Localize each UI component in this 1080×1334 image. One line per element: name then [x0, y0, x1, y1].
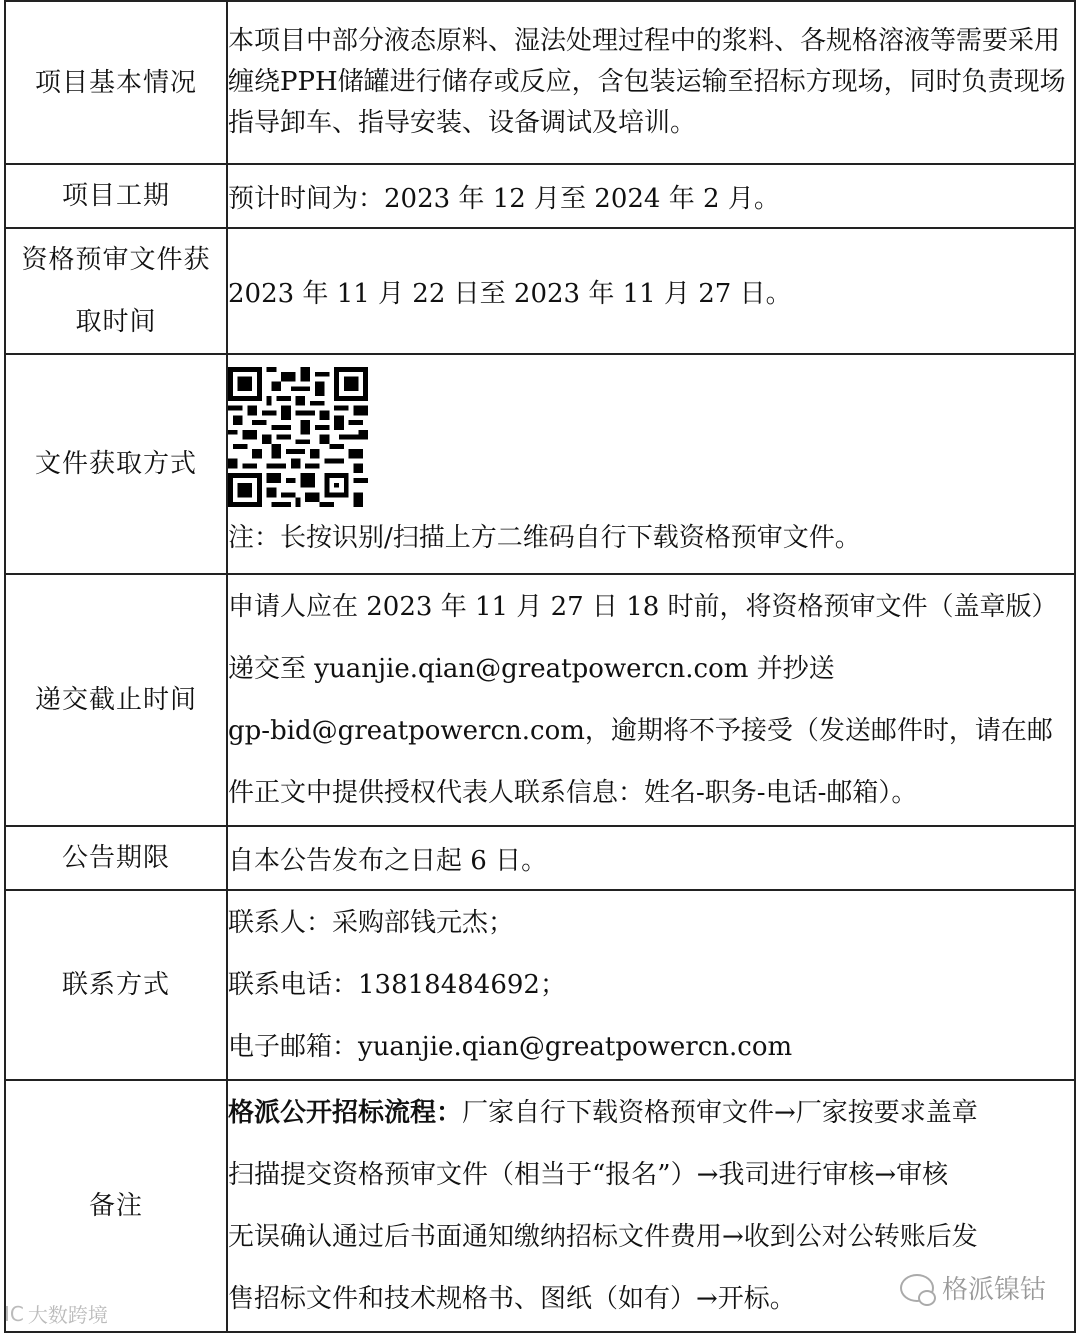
watermark-right [900, 1269, 1046, 1306]
contact-phone: 联系电话：13818484692； [228, 970, 566, 1000]
content-obtain-time: 2023 年 11 月 22 日至 2023 年 11 月 27 日。 [227, 228, 1075, 354]
label-notice-period: 公告期限 [5, 826, 227, 890]
content-notice-period: 自本公告发布之日起 6 日。 [227, 826, 1075, 890]
row-obtain-time [5, 228, 1075, 354]
deadline-line-1: 申请人应在 2023 年 11 月 27 日 18 时前，将资格预审文件（盖章版） [228, 592, 1058, 622]
label-deadline: 递交截止时间 [5, 574, 227, 826]
row-period [5, 164, 1075, 228]
label-obtain-time-line2: 取时间 [75, 307, 157, 337]
contact-email[interactable]: 电子邮箱：yuanjie.qian@greatpowercn.com [228, 1032, 793, 1062]
label-obtain-time [5, 228, 227, 354]
content-contact [227, 890, 1075, 1080]
row-notice-period [5, 826, 1075, 890]
watermark-left [4, 1299, 108, 1328]
remarks-line-2: 扫描提交资格预审文件（相当于“报名”）→我司进行审核→审核 [228, 1160, 949, 1190]
remarks-line-1-text: 厂家自行下载资格预审文件→厂家按要求盖章 [462, 1098, 978, 1128]
deadline-line-3: gp-bid@greatpowercn.com，逾期将不予接受（发送邮件时，请在邮 [228, 716, 1053, 746]
content-basic: 本项目中部分液态原料、湿法处理过程中的浆料、各规格溶液等需要采用缠绕PPH储罐进行储存或反应，含包装运输至招标方现场，同时负责现场指导卸车、指导安装、设备调试及培训。 [227, 1, 1075, 164]
wechat-icon [900, 1274, 934, 1302]
deadline-line-2: 递交至 yuanjie.qian@greatpowercn.com 并抄送 [228, 654, 835, 684]
label-remarks: 备注 [5, 1080, 227, 1332]
contact-person: 联系人：采购部钱元杰； [228, 908, 515, 938]
remarks-line-3: 无误确认通过后书面通知缴纳招标文件费用→收到公对公转账后发 [228, 1222, 978, 1252]
qr-code-icon[interactable] [228, 367, 368, 507]
label-basic: 项目基本情况 [5, 1, 227, 164]
notice-table [4, 0, 1076, 1333]
remarks-line-1 [228, 1082, 1074, 1144]
watermark-right-text: 格派镍钴 [941, 1275, 1046, 1305]
label-obtain-time-line1: 资格预审文件获 [21, 245, 211, 275]
label-contact: 联系方式 [5, 890, 227, 1080]
content-deadline [227, 574, 1075, 826]
content-obtain-method [227, 354, 1075, 574]
remarks-bold-lead: 格派公开招标流程： [228, 1098, 463, 1128]
row-obtain-method [5, 354, 1075, 574]
label-obtain-method: 文件获取方式 [5, 354, 227, 574]
row-contact [5, 890, 1075, 1080]
watermark-left-text: 大数跨境 [27, 1303, 108, 1327]
content-period: 预计时间为：2023 年 12 月至 2024 年 2 月。 [227, 164, 1075, 228]
deadline-line-4: 件正文中提供授权代表人联系信息：姓名-职务-电话-邮箱）。 [228, 778, 918, 808]
watermark-left-logo-icon: IC [4, 1301, 24, 1326]
label-period: 项目工期 [5, 164, 227, 228]
qr-note: 注：长按识别/扫描上方二维码自行下载资格预审文件。 [228, 523, 861, 553]
row-deadline [5, 574, 1075, 826]
row-basic [5, 1, 1075, 164]
remarks-line-4: 售招标文件和技术规格书、图纸（如有）→开标。 [228, 1284, 796, 1314]
